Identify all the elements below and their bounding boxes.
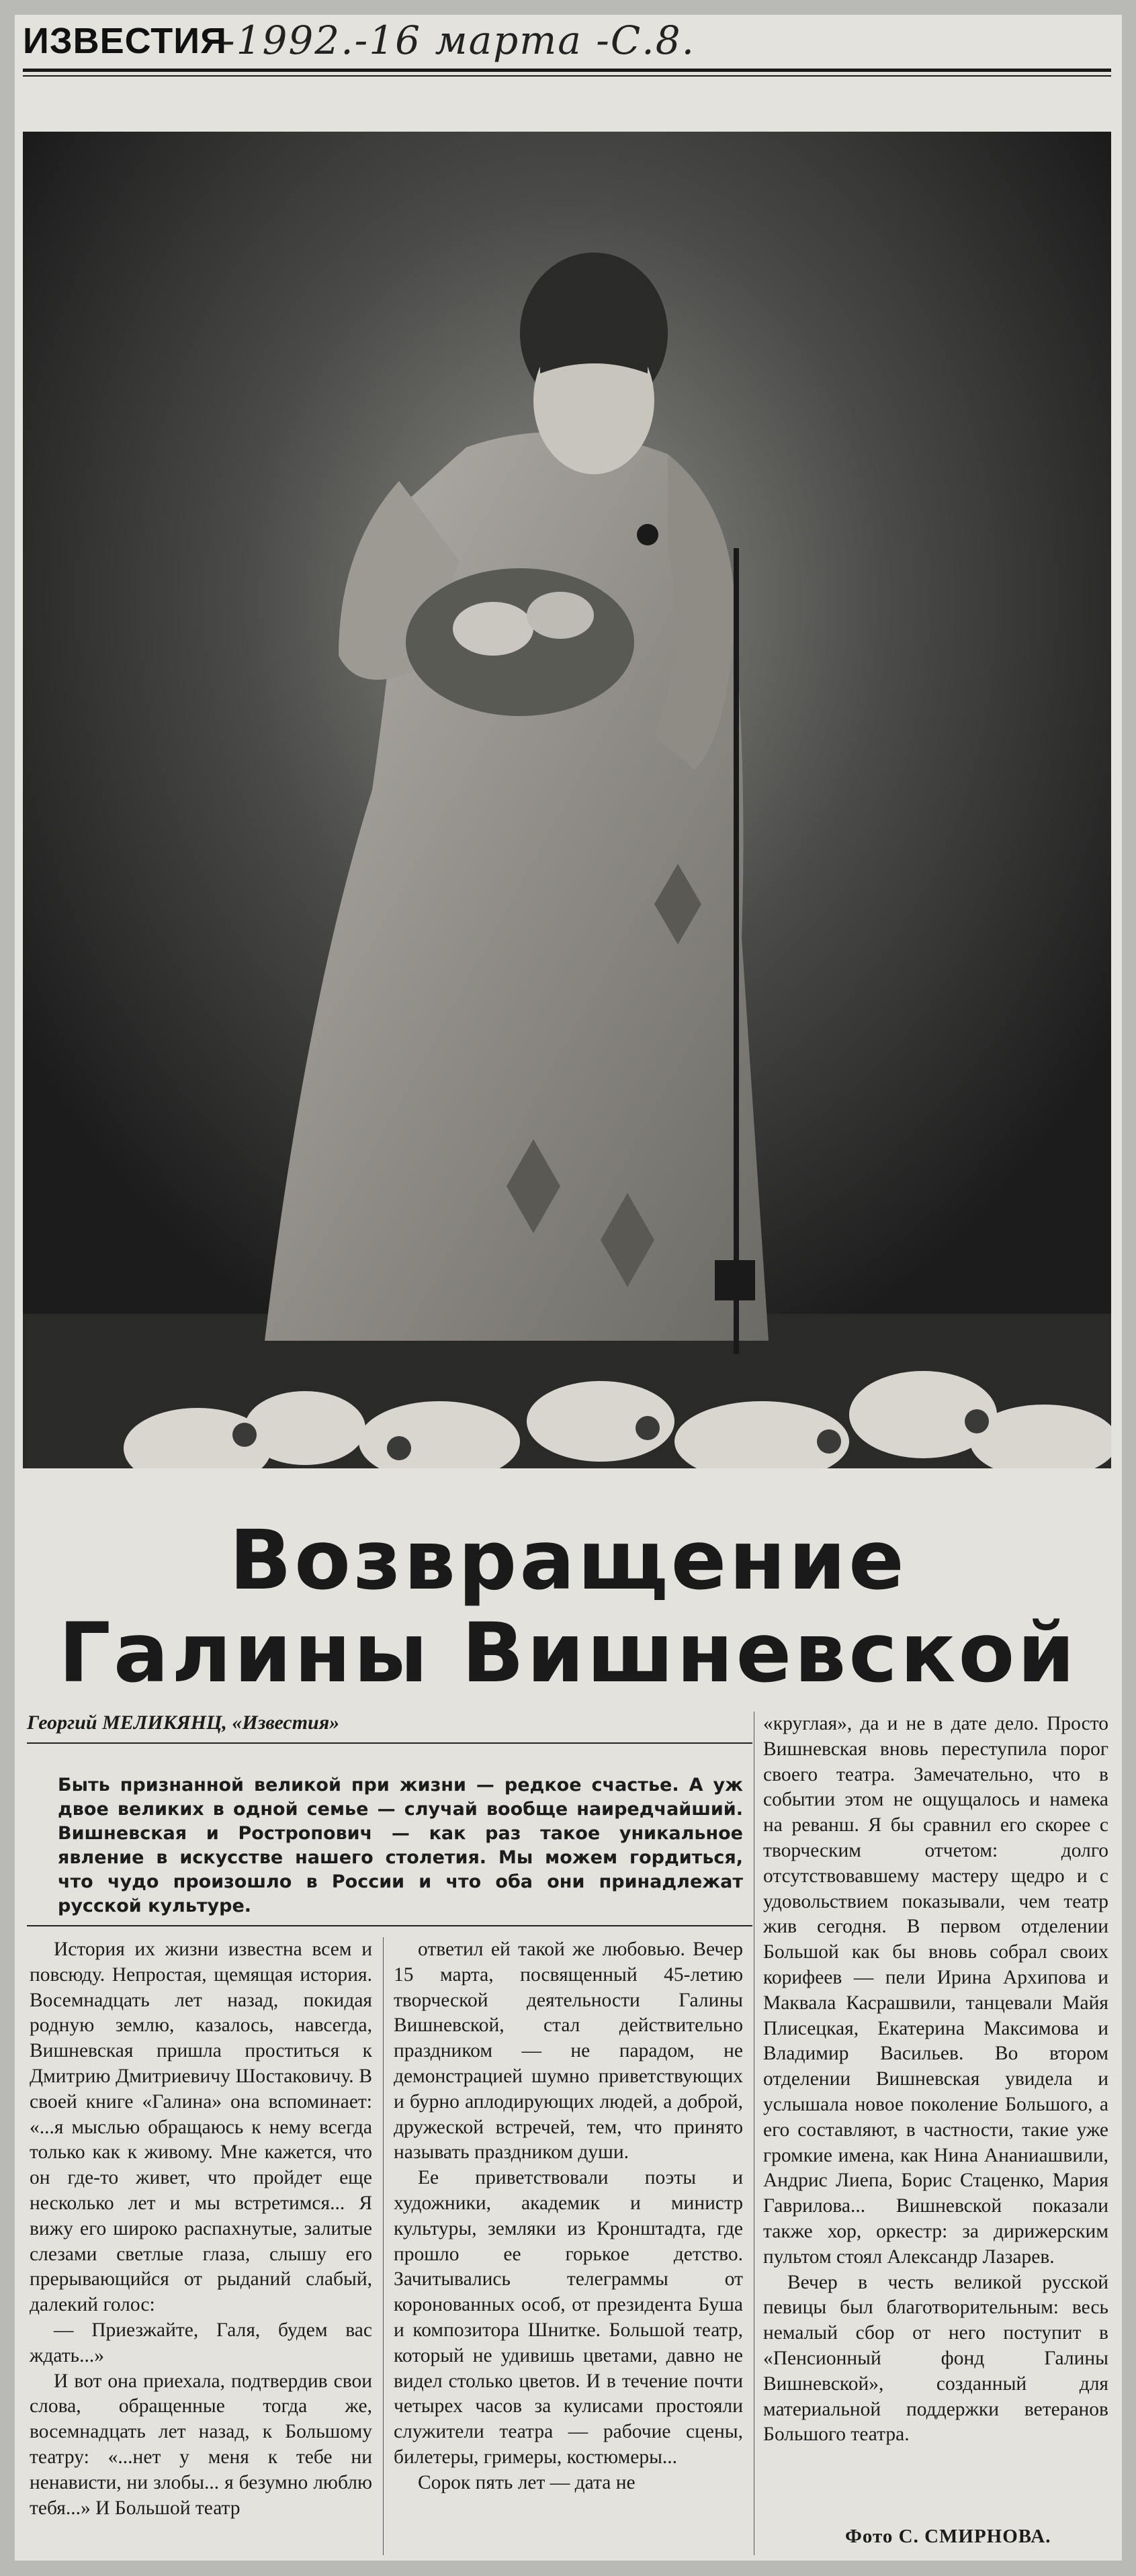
- paragraph: И вот она приехала, подтвердив свои слова, обращенные тогда же, восемнадцать лет назад, к Большому театру: «...нет у меня к тебе ни ненависти, ни злобы... я безумно люблю тебя...» И Большой театр: [30, 2370, 372, 2519]
- paragraph: Вечер в честь великой русской певицы был благотворительным: весь немалый сбор от него поступит в «Пенсионный фонд Галины Вишневской», созданный для материальной поддержки ветеранов Большого театра.: [763, 2271, 1108, 2446]
- paragraph: — Приезжайте, Галя, будем вас ждать...»: [30, 2319, 372, 2366]
- article-column-1: [30, 1937, 372, 2521]
- paragraph: Сорок пять лет — дата не: [418, 2471, 636, 2493]
- header-rule: [23, 69, 1111, 72]
- paragraph: ответил ей такой же любовью. Вечер 15 марта, посвященный 45-летию творческой деятельности Галины Вишневской, стал действительно праздником — не парадом, не демонстрацией шумно приветствующих и бурно аплодирующих людей, а доброй, дружеской встречей, тем, что принято называть праздником души.: [394, 1939, 743, 2164]
- singer-on-stage-photo: [23, 132, 1111, 1468]
- byline-rule: [27, 1742, 752, 1744]
- paragraph: «круглая», да и не в дате дело. Просто Вишневская вновь переступила порог своего театра. Замечательно, что в событии этом не ощущалось и намека на реванш. Я бы сравнил его скорее с творческим отчетом: долго отсутствовавшему мастеру щедро и с удовольствием показывали, чем театр жив сегодня. В первом отделении Большой как бы вновь собрал своих корифеев — пели Ирина Архипова и Маквала Касрашвили, танцевали Майя Плисецкая, Екатерина Максимова и Владимир Васильев. Во втором отделении Вишневская увидела и услышала новое поколение Большого, а его составляют, в частности, такие уже громкие имена, как Нина Ананиашвили, Андрис Лиепа, Борис Стаценко, Мария Гаврилова... Вишневской показали также хор, оркестр: за дирижерским пультом стоял Александр Лазарев.: [763, 1713, 1108, 2268]
- byline: Георгий МЕЛИКЯНЦ, «Известия»: [27, 1712, 340, 1734]
- handwritten-date-note: -1992.-16 марта -С.8.: [222, 17, 696, 63]
- lead-rule: [27, 1925, 752, 1926]
- article-column-3: [763, 1712, 1108, 2448]
- paragraph: История их жизни известна всем и повсюду. Непростая, щемящая история. Восемнадцать лет назад, покидая родную землю, казалось, навсегда, Вишневская пришла проститься к Дмитрию Дмитриевичу Шостаковичу. В своей книге «Галина» она вспоминает: «...я мыслью обращаюсь к нему всегда только как к живому. Мне кажется, что он где-то живет, что пройдет еще несколько лет и мы встретимся... Я вижу его широко распахнутые, залитые слезами светлые глаза, слышу его прерывающийся от рыданий слабый, далекий голос:: [30, 1939, 372, 2316]
- lead-paragraph: Быть признанной великой при жизни — редкое счастье. А уж двое великих в одной семье — случай вообще наиредчайший. Вишневская и Ростропович — как раз такое уникальное явление в искусстве нашего столетия. Мы можем гордиться, что чудо произошло в России и что оба они принадлежат русской культуре.: [58, 1775, 743, 1916]
- article-column-2: [394, 1937, 743, 2496]
- headline-line-1: Возвращение: [229, 1513, 907, 1608]
- headline-line-2: Галины Вишневской: [58, 1605, 1078, 1701]
- newspaper-masthead: ИЗВЕСТИЯ: [23, 21, 227, 61]
- photo-credit: Фото С. СМИРНОВА.: [845, 2526, 1051, 2547]
- header-rule-thin: [23, 75, 1111, 77]
- photo-illustration: [23, 132, 1111, 1468]
- column-divider: [383, 1937, 384, 2555]
- paragraph: Ее приветствовали поэты и художники, академик и министр культуры, земляки из Кронштадта, где прошло ее горькое детство. Зачитывались телеграммы от коронованных особ, от президента Буша и композитора Шнитке. Большой театр, который не удивишь цветами, давно не видел столько цветов. И в течение почти четырех часов за кулисами простояли служители театра — рабочие сцены, билетеры, гримеры, костюмеры...: [394, 2167, 743, 2468]
